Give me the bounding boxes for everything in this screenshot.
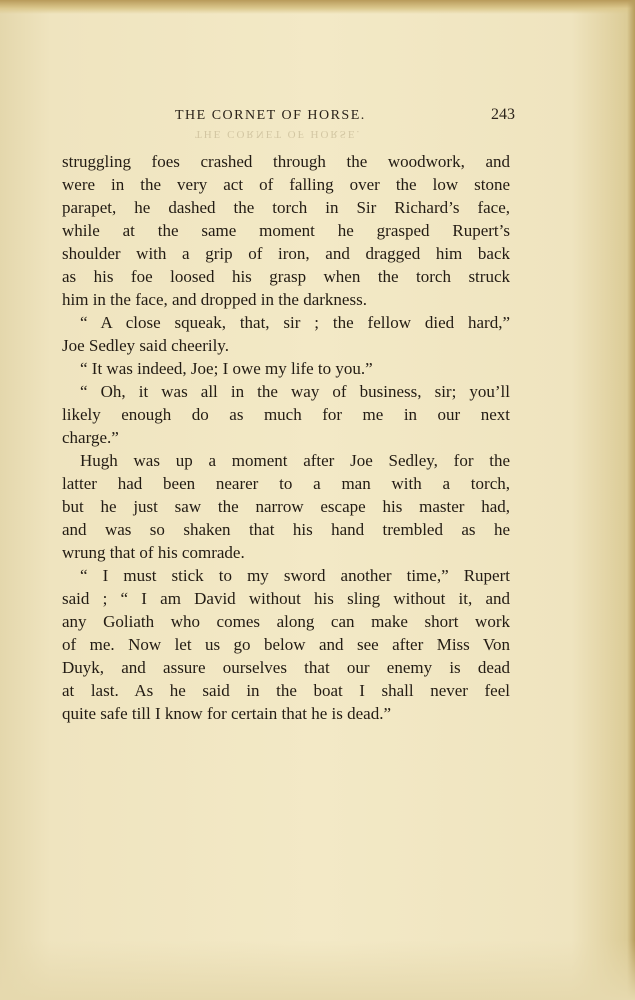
text-line: wrung that of his comrade.	[62, 543, 245, 562]
text-line: struggling foes crashed through the woodwork, and	[62, 152, 510, 171]
text-line: were in the very act of falling over the low stone	[62, 175, 510, 194]
text-line: “ I must stick to my sword another time,” Rupert	[80, 566, 510, 585]
text-line: Joe Sedley said cheerily.	[62, 336, 229, 355]
text-line: quite safe till I know for certain that he is dead.”	[62, 704, 392, 723]
page-number: 243	[491, 106, 515, 123]
body-text	[62, 150, 510, 725]
text-line: “ A close squeak, that, sir ; the fellow died hard,”	[80, 313, 510, 332]
running-head: THE CORNET OF HORSE.	[175, 108, 366, 123]
text-line: likely enough do as much for me in our next	[62, 405, 510, 424]
text-line: shoulder with a grip of iron, and dragged him back	[62, 244, 510, 263]
text-line: parapet, he dashed the torch in Sir Richard’s face,	[62, 198, 510, 217]
text-line: Duyk, and assure ourselves that our enemy is dead	[62, 658, 510, 677]
text-line: him in the face, and dropped in the darkness.	[62, 290, 367, 309]
text-line: latter had been nearer to a man with a torch,	[62, 474, 510, 493]
page-top-edge	[0, 0, 635, 14]
bleed-through-text: THE CORNET OF HORSE.	[195, 128, 362, 140]
text-line: at last. As he said in the boat I shall never feel	[62, 681, 510, 700]
text-line: while at the same moment he grasped Rupert’s	[62, 221, 510, 240]
text-line: any Goliath who comes along can make short work	[62, 612, 510, 631]
page-header	[60, 108, 515, 130]
page-bottom-shade	[0, 940, 635, 1000]
text-line: said ; “ I am David without his sling without it, and	[62, 589, 510, 608]
text-line: “ It was indeed, Joe; I owe my life to you.”	[80, 359, 373, 378]
text-line: and was so shaken that his hand trembled as he	[62, 520, 510, 539]
text-line: “ Oh, it was all in the way of business, sir; you’ll	[80, 382, 510, 401]
text-line: of me. Now let us go below and see after Miss Von	[62, 635, 510, 654]
page-right-edge	[627, 0, 635, 1000]
text-line: as his foe loosed his grasp when the torch struck	[62, 267, 510, 286]
text-line: but he just saw the narrow escape his master had,	[62, 497, 510, 516]
text-line: Hugh was up a moment after Joe Sedley, for the	[80, 451, 510, 470]
text-line: charge.”	[62, 428, 119, 447]
